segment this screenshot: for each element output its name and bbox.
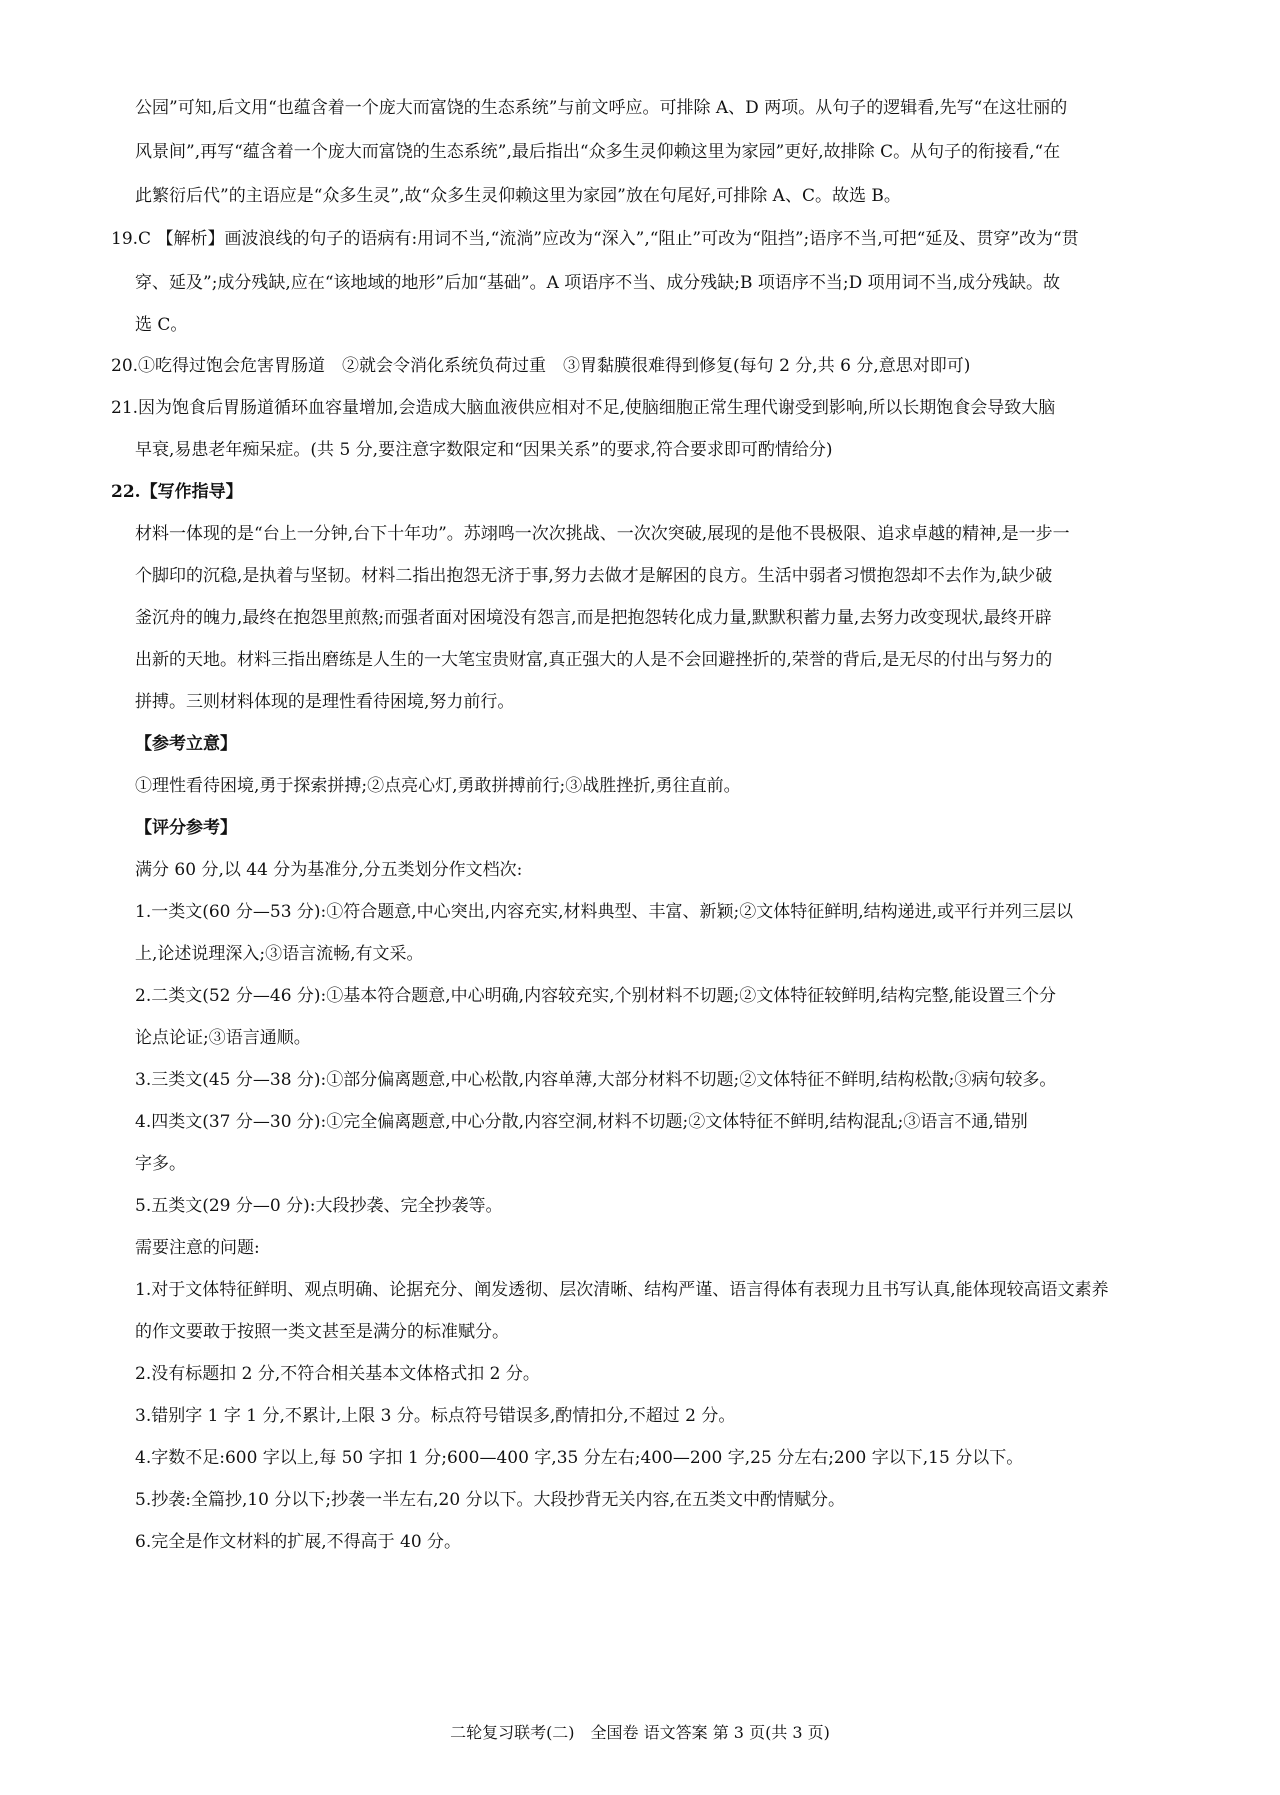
notes-heading: 需要注意的问题: <box>135 1238 260 1258</box>
scoring-line-3: 2.二类文(52 分—46 分):①基本符合题意,中心明确,内容较充实,个别材料不切题;②文体特征较鲜明,结构完整,能设置三个分 <box>135 986 1057 1006</box>
q21-line-2: 早衰,易患老年痴呆症。(共 5 分,要注意字数限定和“因果关系”的要求,符合要求即可酌情给分) <box>135 440 833 460</box>
notes-line-4: 3.错别字 1 字 1 分,不累计,上限 3 分。标点符号错误多,酌情扣分,不超过 2 分。 <box>135 1406 736 1426</box>
q18-line-2: 风景间”,再写“蕴含着一个庞大而富饶的生态系统”,最后指出“众多生灵仰赖这里为家园”更好,故排除 C。从句子的衔接看,“在 <box>135 142 1061 162</box>
scoring-line-8: 5.五类文(29 分—0 分):大段抄袭、完全抄袭等。 <box>135 1196 503 1216</box>
q21-line-1: 21.因为饱食后胃肠道循环血容量增加,会造成大脑血液供应相对不足,使脑细胞正常生理代谢受到影响,所以长期饱食会导致大脑 <box>111 398 1056 418</box>
q18-line-3: 此繁衍后代”的主语应是“众多生灵”,故“众多生灵仰赖这里为家园”放在句尾好,可排除 A、C。故选 B。 <box>135 186 901 206</box>
notes-line-5: 4.字数不足:600 字以上,每 50 字扣 1 分;600—400 字,35 分左右;400—200 字,25 分左右;200 字以下,15 分以下。 <box>135 1448 1024 1468</box>
q22-guide-line-1: 材料一体现的是“台上一分钟,台下十年功”。苏翊鸣一次次挑战、一次次突破,展现的是他不畏极限、追求卓越的精神,是一步一 <box>135 524 1070 544</box>
q20-answer: 20.①吃得过饱会危害胃肠道 ②就会令消化系统负荷过重 ③胃黏膜很难得到修复(每句 2 分,共 6 分,意思对即可) <box>111 356 971 376</box>
q22-guide-line-5: 拼搏。三则材料体现的是理性看待困境,努力前行。 <box>135 692 515 712</box>
notes-line-3: 2.没有标题扣 2 分,不符合相关基本文体格式扣 2 分。 <box>135 1364 540 1384</box>
q22-heading: 22.【写作指导】 <box>111 482 243 502</box>
notes-line-7: 6.完全是作文材料的扩展,不得高于 40 分。 <box>135 1532 462 1552</box>
q22-guide-line-3: 釜沉舟的魄力,最终在抱怨里煎熬;而强者面对困境没有怨言,而是把抱怨转化成力量,默默积蓄力量,去努力改变现状,最终开辟 <box>135 608 1052 628</box>
scoring-line-7: 字多。 <box>135 1154 186 1174</box>
notes-line-2: 的作文要敢于按照一类文甚至是满分的标准赋分。 <box>135 1322 509 1342</box>
q19-line-1: 19.C 【解析】画波浪线的句子的语病有:用词不当,“流淌”应改为“深入”,“阻止”可改为“阻挡”;语序不当,可把“延及、贯穿”改为“贯 <box>111 229 1079 249</box>
reference-heading: 【参考立意】 <box>135 734 237 754</box>
reference-text: ①理性看待困境,勇于探索拼搏;②点亮心灯,勇敢拼搏前行;③战胜挫折,勇往直前。 <box>135 776 741 796</box>
notes-line-6: 5.抄袭:全篇抄,10 分以下;抄袭一半左右,20 分以下。大段抄背无关内容,在五类文中酌情赋分。 <box>135 1490 845 1510</box>
scoring-line-2: 上,论述说理深入;③语言流畅,有文采。 <box>135 944 424 964</box>
q22-guide-line-4: 出新的天地。材料三指出磨练是人生的一大笔宝贵财富,真正强大的人是不会回避挫折的,荣誉的背后,是无尽的付出与努力的 <box>135 650 1053 670</box>
scoring-line-5: 3.三类文(45 分—38 分):①部分偏离题意,中心松散,内容单薄,大部分材料不切题;②文体特征不鲜明,结构松散;③病句较多。 <box>135 1070 1057 1090</box>
notes-line-1: 1.对于文体特征鲜明、观点明确、论据充分、阐发透彻、层次清晰、结构严谨、语言得体有表现力且书写认真,能体现较高语文素养 <box>135 1280 1109 1300</box>
q22-guide-line-2: 个脚印的沉稳,是执着与坚韧。材料二指出抱怨无济于事,努力去做才是解困的良方。生活中弱者习惯抱怨却不去作为,缺少破 <box>135 566 1053 586</box>
q19-line-3: 选 C。 <box>135 315 188 335</box>
scoring-line-4: 论点论证;③语言通顺。 <box>135 1028 311 1048</box>
scoring-heading: 【评分参考】 <box>135 818 237 838</box>
page-footer: 二轮复习联考(二) 全国卷 语文答案 第 3 页(共 3 页) <box>450 1723 830 1742</box>
scoring-intro: 满分 60 分,以 44 分为基准分,分五类划分作文档次: <box>135 860 523 880</box>
q19-line-2: 穿、延及”;成分残缺,应在“该地域的地形”后加“基础”。A 项语序不当、成分残缺;B 项语序不当;D 项用词不当,成分残缺。故 <box>135 273 1061 293</box>
scoring-line-6: 4.四类文(37 分—30 分):①完全偏离题意,中心分散,内容空洞,材料不切题;②文体特征不鲜明,结构混乱;③语言不通,错别 <box>135 1112 1028 1132</box>
scoring-line-1: 1.一类文(60 分—53 分):①符合题意,中心突出,内容充实,材料典型、丰富、新颖;②文体特征鲜明,结构递进,或平行并列三层以 <box>135 902 1074 922</box>
q18-line-1: 公园”可知,后文用“也蕴含着一个庞大而富饶的生态系统”与前文呼应。可排除 A、D 两项。从句子的逻辑看,先写“在这壮丽的 <box>135 98 1068 118</box>
